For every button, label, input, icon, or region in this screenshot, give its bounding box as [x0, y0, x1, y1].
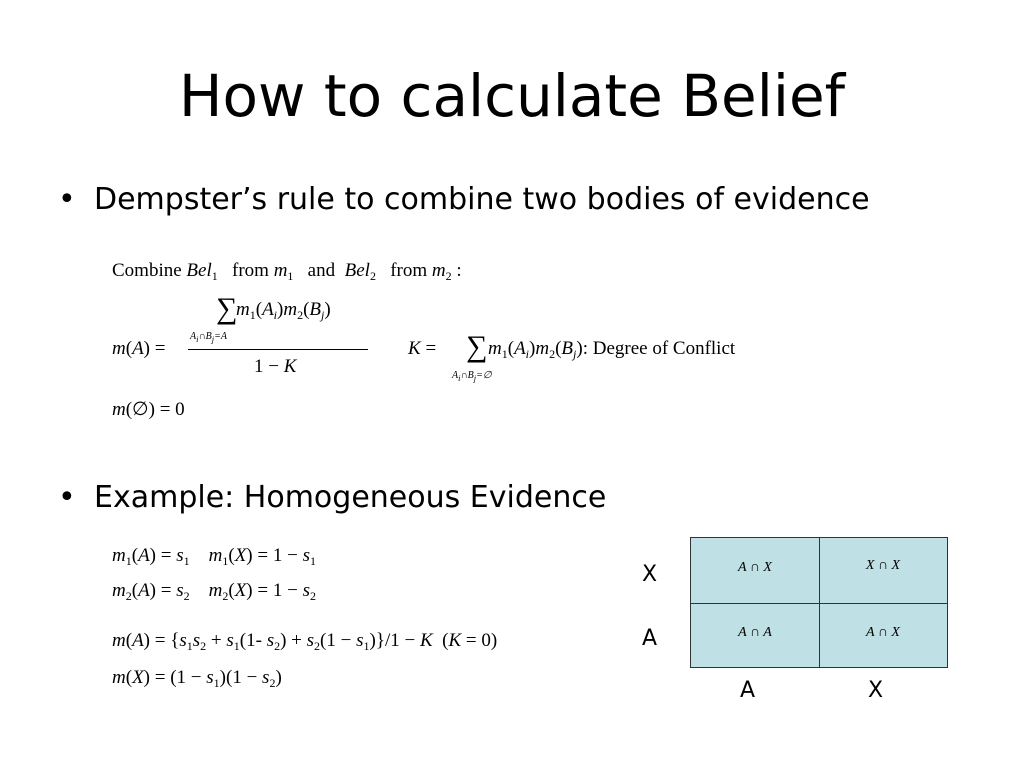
row-label-x: X	[642, 562, 658, 587]
mA-combined-eq: $m(A) = \{s_1s_2 + s_1(1-$ $s_2) + s_2(1 - s_1)\}/1 - K$ (K = 0)	[112, 630, 498, 653]
bullet-dot: •	[58, 480, 76, 515]
combine-line: Combine Bel$_1$ from $m_1$ and Bel$_2$ from $m_2$ :	[112, 260, 462, 283]
from-word-1: from	[232, 260, 269, 281]
cell-a-cap-x-bottom: A ∩ X	[866, 624, 900, 640]
combination-grid	[690, 537, 948, 668]
conflict-expr: $m_1(A_i)m_2(B_j)$: Degree of Conflict	[488, 338, 736, 361]
combine-word: Combine	[112, 260, 182, 281]
m-empty-eq: m(∅) = 0	[112, 399, 185, 420]
bullet-dempster	[58, 182, 870, 217]
bullet-example	[58, 480, 606, 515]
conflict-sum-index: $A_i\cap B_j=\emptyset$	[452, 370, 492, 383]
bullet-dempster-text: Dempster’s rule to combine two bodies of evidence	[94, 182, 870, 217]
slide-title: How to calculate Belief	[178, 62, 846, 130]
k-lhs: K =	[408, 338, 437, 359]
m2-eq: $m_2(A) = s_2$ $m_2(X) = 1 - s_2$	[112, 580, 316, 603]
denominator-expr: 1 − K	[254, 356, 297, 377]
numerator-expr: $m_1(A_i)m_2(B_j)$	[236, 299, 331, 322]
cell-a-cap-a: A ∩ A	[738, 624, 772, 640]
m1-eq: $m_1(A) = s_1$ $m_1(X) = 1 - s_1$	[112, 545, 316, 568]
from-word-2: from	[390, 260, 428, 281]
conflict-label: : Degree of Conflict	[582, 338, 736, 359]
m-A-lhs: m(A) =	[112, 338, 166, 359]
col-label-x: X	[868, 678, 884, 703]
row-label-a: A	[642, 626, 658, 651]
mX-combined-eq: $m(X) = (1 - s_1)(1 - s_2)$	[112, 667, 282, 690]
cell-x-cap-x: X ∩ X	[865, 558, 901, 573]
bullet-example-text: Example: Homogeneous Evidence	[94, 480, 607, 515]
sigma-numerator: ∑	[216, 292, 238, 325]
bullet-dot: •	[58, 182, 76, 217]
cell-a-cap-x-top: A ∩ X	[738, 560, 772, 575]
sigma-conflict: ∑	[466, 330, 488, 363]
fraction-line	[188, 349, 368, 350]
col-label-a: A	[740, 678, 756, 703]
numerator-sum-index: $A_i\cap B_j=A$	[190, 331, 227, 344]
grid-divider-horizontal	[691, 603, 947, 604]
and-word: and	[307, 260, 336, 281]
empty-result: 0	[175, 399, 185, 420]
